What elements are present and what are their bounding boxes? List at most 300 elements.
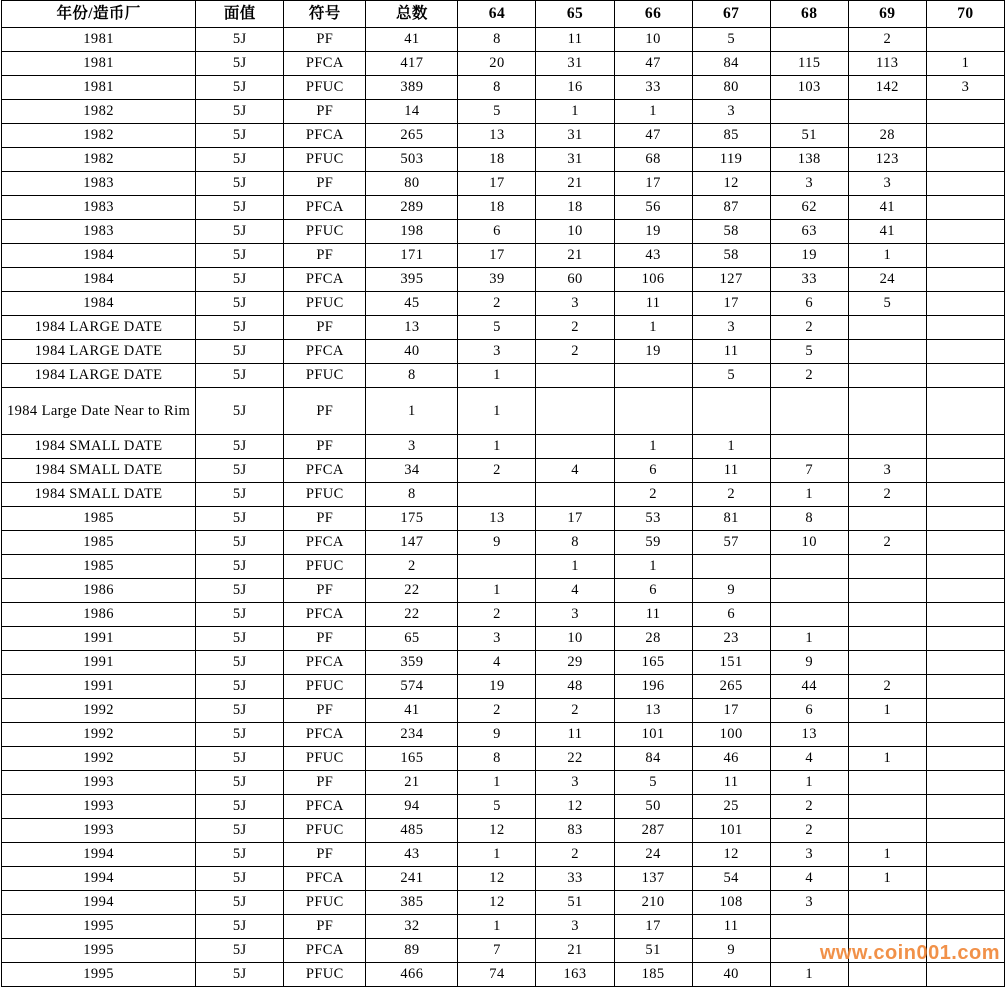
cell-grade-67 bbox=[692, 555, 770, 579]
cell-grade-64 bbox=[458, 483, 536, 507]
cell-year-mint: 1994 bbox=[2, 867, 196, 891]
cell-grade-66: 33 bbox=[614, 76, 692, 100]
cell-grade-67: 100 bbox=[692, 723, 770, 747]
cell-denomination: 5J bbox=[196, 891, 284, 915]
cell-grade-67: 101 bbox=[692, 819, 770, 843]
cell-grade-68: 1 bbox=[770, 627, 848, 651]
cell-grade-68: 3 bbox=[770, 843, 848, 867]
cell-grade-69 bbox=[848, 795, 926, 819]
cell-grade-68: 1 bbox=[770, 963, 848, 987]
cell-grade-68 bbox=[770, 100, 848, 124]
cell-grade-64: 18 bbox=[458, 148, 536, 172]
cell-grade-68: 8 bbox=[770, 507, 848, 531]
cell-total: 2 bbox=[366, 555, 458, 579]
cell-denomination: 5J bbox=[196, 723, 284, 747]
cell-total: 45 bbox=[366, 292, 458, 316]
cell-grade-64: 2 bbox=[458, 603, 536, 627]
cell-total: 389 bbox=[366, 76, 458, 100]
cell-total: 503 bbox=[366, 148, 458, 172]
cell-grade-64 bbox=[458, 555, 536, 579]
cell-symbol: PFCA bbox=[284, 651, 366, 675]
cell-grade-64: 9 bbox=[458, 531, 536, 555]
cell-grade-68: 10 bbox=[770, 531, 848, 555]
cell-grade-65 bbox=[536, 388, 614, 435]
cell-grade-66: 6 bbox=[614, 579, 692, 603]
cell-grade-64: 5 bbox=[458, 795, 536, 819]
column-header-grade-64: 64 bbox=[458, 1, 536, 28]
cell-grade-69: 2 bbox=[848, 28, 926, 52]
table-row bbox=[2, 483, 1005, 507]
cell-grade-70 bbox=[926, 196, 1004, 220]
cell-denomination: 5J bbox=[196, 244, 284, 268]
cell-grade-70 bbox=[926, 100, 1004, 124]
cell-year-mint: 1995 bbox=[2, 939, 196, 963]
cell-grade-66: 1 bbox=[614, 435, 692, 459]
cell-grade-69: 1 bbox=[848, 244, 926, 268]
cell-total: 8 bbox=[366, 483, 458, 507]
cell-total: 417 bbox=[366, 52, 458, 76]
table-row bbox=[2, 723, 1005, 747]
table-row bbox=[2, 507, 1005, 531]
table-row bbox=[2, 220, 1005, 244]
cell-denomination: 5J bbox=[196, 316, 284, 340]
cell-grade-67: 40 bbox=[692, 963, 770, 987]
cell-grade-65: 60 bbox=[536, 268, 614, 292]
cell-grade-66 bbox=[614, 388, 692, 435]
cell-grade-65: 21 bbox=[536, 939, 614, 963]
cell-grade-66: 165 bbox=[614, 651, 692, 675]
cell-grade-67: 11 bbox=[692, 459, 770, 483]
cell-grade-68: 13 bbox=[770, 723, 848, 747]
cell-grade-65: 51 bbox=[536, 891, 614, 915]
cell-grade-64: 19 bbox=[458, 675, 536, 699]
cell-total: 171 bbox=[366, 244, 458, 268]
column-header-year-mint: 年份/造币厂 bbox=[2, 1, 196, 28]
cell-grade-68 bbox=[770, 555, 848, 579]
cell-grade-70 bbox=[926, 915, 1004, 939]
cell-grade-67: 57 bbox=[692, 531, 770, 555]
cell-symbol: PFUC bbox=[284, 747, 366, 771]
cell-year-mint: 1992 bbox=[2, 723, 196, 747]
cell-year-mint: 1984 bbox=[2, 244, 196, 268]
cell-grade-65: 12 bbox=[536, 795, 614, 819]
cell-grade-64: 1 bbox=[458, 771, 536, 795]
cell-grade-67: 11 bbox=[692, 771, 770, 795]
cell-grade-65: 2 bbox=[536, 699, 614, 723]
cell-total: 289 bbox=[366, 196, 458, 220]
cell-denomination: 5J bbox=[196, 28, 284, 52]
cell-year-mint: 1985 bbox=[2, 507, 196, 531]
cell-total: 165 bbox=[366, 747, 458, 771]
cell-grade-65: 29 bbox=[536, 651, 614, 675]
cell-grade-70 bbox=[926, 28, 1004, 52]
cell-grade-69: 24 bbox=[848, 268, 926, 292]
table-row bbox=[2, 531, 1005, 555]
cell-total: 41 bbox=[366, 699, 458, 723]
cell-grade-68 bbox=[770, 579, 848, 603]
table-row bbox=[2, 388, 1005, 435]
table-row bbox=[2, 555, 1005, 579]
column-header-grade-66: 66 bbox=[614, 1, 692, 28]
cell-symbol: PFCA bbox=[284, 340, 366, 364]
cell-grade-68: 51 bbox=[770, 124, 848, 148]
cell-total: 94 bbox=[366, 795, 458, 819]
cell-total: 40 bbox=[366, 340, 458, 364]
table-row bbox=[2, 435, 1005, 459]
column-header-symbol: 符号 bbox=[284, 1, 366, 28]
cell-grade-67: 87 bbox=[692, 196, 770, 220]
cell-year-mint: 1991 bbox=[2, 627, 196, 651]
cell-grade-70 bbox=[926, 220, 1004, 244]
cell-grade-69: 41 bbox=[848, 220, 926, 244]
cell-grade-67: 25 bbox=[692, 795, 770, 819]
cell-grade-67: 58 bbox=[692, 220, 770, 244]
cell-denomination: 5J bbox=[196, 771, 284, 795]
cell-symbol: PFCA bbox=[284, 268, 366, 292]
cell-grade-65: 4 bbox=[536, 459, 614, 483]
cell-symbol: PFCA bbox=[284, 603, 366, 627]
cell-grade-66: 1 bbox=[614, 100, 692, 124]
cell-grade-64: 9 bbox=[458, 723, 536, 747]
cell-grade-69: 2 bbox=[848, 483, 926, 507]
cell-grade-66: 17 bbox=[614, 172, 692, 196]
cell-grade-68: 2 bbox=[770, 364, 848, 388]
column-header-denomination: 面值 bbox=[196, 1, 284, 28]
cell-grade-70: 1 bbox=[926, 52, 1004, 76]
cell-year-mint: 1994 bbox=[2, 891, 196, 915]
cell-denomination: 5J bbox=[196, 148, 284, 172]
cell-year-mint: 1981 bbox=[2, 52, 196, 76]
cell-grade-66: 19 bbox=[614, 220, 692, 244]
cell-grade-65: 4 bbox=[536, 579, 614, 603]
cell-grade-69 bbox=[848, 651, 926, 675]
table-row bbox=[2, 867, 1005, 891]
cell-grade-65: 1 bbox=[536, 555, 614, 579]
cell-grade-65: 18 bbox=[536, 196, 614, 220]
cell-year-mint: 1982 bbox=[2, 148, 196, 172]
cell-grade-69 bbox=[848, 340, 926, 364]
cell-grade-67: 84 bbox=[692, 52, 770, 76]
cell-grade-64: 39 bbox=[458, 268, 536, 292]
cell-grade-64: 13 bbox=[458, 507, 536, 531]
cell-grade-69: 142 bbox=[848, 76, 926, 100]
cell-grade-64: 5 bbox=[458, 316, 536, 340]
cell-denomination: 5J bbox=[196, 292, 284, 316]
cell-grade-69 bbox=[848, 819, 926, 843]
cell-grade-67: 11 bbox=[692, 340, 770, 364]
cell-grade-70 bbox=[926, 388, 1004, 435]
cell-grade-70 bbox=[926, 963, 1004, 987]
table-header bbox=[2, 1, 1005, 28]
cell-grade-64: 1 bbox=[458, 435, 536, 459]
table-row bbox=[2, 459, 1005, 483]
cell-grade-68 bbox=[770, 388, 848, 435]
table-row bbox=[2, 747, 1005, 771]
cell-grade-70 bbox=[926, 244, 1004, 268]
cell-symbol: PFUC bbox=[284, 819, 366, 843]
cell-grade-69: 113 bbox=[848, 52, 926, 76]
cell-denomination: 5J bbox=[196, 268, 284, 292]
cell-year-mint: 1981 bbox=[2, 76, 196, 100]
cell-grade-69 bbox=[848, 507, 926, 531]
cell-total: 22 bbox=[366, 603, 458, 627]
column-header-grade-65: 65 bbox=[536, 1, 614, 28]
cell-grade-68: 4 bbox=[770, 867, 848, 891]
cell-symbol: PF bbox=[284, 244, 366, 268]
cell-grade-66: 68 bbox=[614, 148, 692, 172]
cell-symbol: PFUC bbox=[284, 891, 366, 915]
column-header-grade-70: 70 bbox=[926, 1, 1004, 28]
cell-grade-65: 1 bbox=[536, 100, 614, 124]
cell-grade-64: 13 bbox=[458, 124, 536, 148]
cell-year-mint: 1983 bbox=[2, 172, 196, 196]
cell-grade-64: 18 bbox=[458, 196, 536, 220]
cell-symbol: PFCA bbox=[284, 124, 366, 148]
cell-grade-65: 2 bbox=[536, 340, 614, 364]
cell-grade-64: 7 bbox=[458, 939, 536, 963]
cell-denomination: 5J bbox=[196, 675, 284, 699]
cell-symbol: PF bbox=[284, 699, 366, 723]
cell-grade-70 bbox=[926, 819, 1004, 843]
table-row bbox=[2, 292, 1005, 316]
cell-denomination: 5J bbox=[196, 435, 284, 459]
cell-denomination: 5J bbox=[196, 915, 284, 939]
cell-grade-66: 185 bbox=[614, 963, 692, 987]
cell-grade-69 bbox=[848, 555, 926, 579]
cell-grade-66: 17 bbox=[614, 915, 692, 939]
cell-grade-65: 33 bbox=[536, 867, 614, 891]
cell-total: 65 bbox=[366, 627, 458, 651]
cell-grade-66: 47 bbox=[614, 124, 692, 148]
cell-symbol: PF bbox=[284, 627, 366, 651]
cell-total: 485 bbox=[366, 819, 458, 843]
cell-denomination: 5J bbox=[196, 939, 284, 963]
cell-year-mint: 1992 bbox=[2, 699, 196, 723]
cell-grade-66: 106 bbox=[614, 268, 692, 292]
cell-year-mint: 1986 bbox=[2, 603, 196, 627]
cell-grade-66: 196 bbox=[614, 675, 692, 699]
cell-symbol: PF bbox=[284, 435, 366, 459]
cell-year-mint: 1992 bbox=[2, 747, 196, 771]
cell-symbol: PFCA bbox=[284, 795, 366, 819]
cell-grade-70 bbox=[926, 771, 1004, 795]
cell-grade-70 bbox=[926, 459, 1004, 483]
cell-grade-66: 47 bbox=[614, 52, 692, 76]
cell-grade-64: 1 bbox=[458, 579, 536, 603]
cell-denomination: 5J bbox=[196, 747, 284, 771]
cell-grade-65: 10 bbox=[536, 627, 614, 651]
cell-grade-64: 12 bbox=[458, 819, 536, 843]
cell-symbol: PF bbox=[284, 843, 366, 867]
cell-total: 13 bbox=[366, 316, 458, 340]
cell-denomination: 5J bbox=[196, 483, 284, 507]
cell-grade-67: 5 bbox=[692, 28, 770, 52]
cell-symbol: PFCA bbox=[284, 723, 366, 747]
cell-total: 21 bbox=[366, 771, 458, 795]
cell-grade-68: 2 bbox=[770, 819, 848, 843]
cell-symbol: PFUC bbox=[284, 148, 366, 172]
table-row bbox=[2, 627, 1005, 651]
cell-symbol: PFCA bbox=[284, 52, 366, 76]
cell-grade-69: 1 bbox=[848, 843, 926, 867]
cell-grade-65: 3 bbox=[536, 603, 614, 627]
cell-symbol: PFCA bbox=[284, 196, 366, 220]
cell-grade-65: 22 bbox=[536, 747, 614, 771]
cell-total: 8 bbox=[366, 364, 458, 388]
cell-grade-64: 17 bbox=[458, 172, 536, 196]
cell-symbol: PF bbox=[284, 579, 366, 603]
cell-total: 147 bbox=[366, 531, 458, 555]
cell-total: 34 bbox=[366, 459, 458, 483]
table-row bbox=[2, 843, 1005, 867]
cell-grade-68 bbox=[770, 915, 848, 939]
cell-grade-67: 85 bbox=[692, 124, 770, 148]
cell-grade-68: 2 bbox=[770, 316, 848, 340]
cell-grade-67: 1 bbox=[692, 435, 770, 459]
cell-grade-64: 1 bbox=[458, 388, 536, 435]
cell-grade-69 bbox=[848, 579, 926, 603]
cell-symbol: PF bbox=[284, 100, 366, 124]
cell-grade-68: 5 bbox=[770, 340, 848, 364]
cell-grade-69: 2 bbox=[848, 531, 926, 555]
cell-grade-70 bbox=[926, 172, 1004, 196]
cell-denomination: 5J bbox=[196, 531, 284, 555]
cell-denomination: 5J bbox=[196, 603, 284, 627]
cell-grade-68 bbox=[770, 28, 848, 52]
cell-grade-66: 1 bbox=[614, 316, 692, 340]
cell-grade-68: 138 bbox=[770, 148, 848, 172]
cell-grade-69: 3 bbox=[848, 172, 926, 196]
cell-grade-65: 3 bbox=[536, 915, 614, 939]
table-row bbox=[2, 172, 1005, 196]
cell-grade-67: 23 bbox=[692, 627, 770, 651]
cell-grade-68: 44 bbox=[770, 675, 848, 699]
cell-grade-64: 3 bbox=[458, 340, 536, 364]
cell-grade-66: 59 bbox=[614, 531, 692, 555]
table-row bbox=[2, 963, 1005, 987]
table-row bbox=[2, 52, 1005, 76]
table-row bbox=[2, 364, 1005, 388]
cell-grade-66: 84 bbox=[614, 747, 692, 771]
table-row bbox=[2, 244, 1005, 268]
cell-grade-70 bbox=[926, 124, 1004, 148]
cell-grade-68: 6 bbox=[770, 292, 848, 316]
cell-grade-66: 101 bbox=[614, 723, 692, 747]
cell-symbol: PF bbox=[284, 28, 366, 52]
cell-symbol: PFUC bbox=[284, 292, 366, 316]
cell-grade-67: 9 bbox=[692, 939, 770, 963]
cell-grade-70 bbox=[926, 579, 1004, 603]
cell-grade-66: 210 bbox=[614, 891, 692, 915]
cell-grade-68: 3 bbox=[770, 172, 848, 196]
cell-total: 198 bbox=[366, 220, 458, 244]
cell-grade-67: 265 bbox=[692, 675, 770, 699]
cell-year-mint: 1984 LARGE DATE bbox=[2, 364, 196, 388]
cell-grade-65 bbox=[536, 483, 614, 507]
cell-grade-69 bbox=[848, 388, 926, 435]
cell-grade-65: 2 bbox=[536, 843, 614, 867]
cell-denomination: 5J bbox=[196, 843, 284, 867]
cell-grade-67: 6 bbox=[692, 603, 770, 627]
cell-grade-67: 81 bbox=[692, 507, 770, 531]
cell-grade-67: 80 bbox=[692, 76, 770, 100]
cell-grade-64: 2 bbox=[458, 699, 536, 723]
cell-grade-64: 17 bbox=[458, 244, 536, 268]
cell-total: 22 bbox=[366, 579, 458, 603]
cell-year-mint: 1995 bbox=[2, 963, 196, 987]
cell-denomination: 5J bbox=[196, 100, 284, 124]
cell-grade-70 bbox=[926, 867, 1004, 891]
cell-grade-65: 48 bbox=[536, 675, 614, 699]
table-row bbox=[2, 196, 1005, 220]
table-row bbox=[2, 76, 1005, 100]
table-row bbox=[2, 915, 1005, 939]
cell-grade-70 bbox=[926, 699, 1004, 723]
cell-total: 466 bbox=[366, 963, 458, 987]
cell-grade-68: 9 bbox=[770, 651, 848, 675]
cell-grade-67: 3 bbox=[692, 316, 770, 340]
cell-symbol: PFCA bbox=[284, 939, 366, 963]
cell-year-mint: 1981 bbox=[2, 28, 196, 52]
cell-grade-66: 287 bbox=[614, 819, 692, 843]
cell-symbol: PFUC bbox=[284, 220, 366, 244]
column-header-grade-67: 67 bbox=[692, 1, 770, 28]
cell-grade-64: 5 bbox=[458, 100, 536, 124]
cell-denomination: 5J bbox=[196, 867, 284, 891]
cell-grade-68: 1 bbox=[770, 771, 848, 795]
cell-grade-65: 21 bbox=[536, 172, 614, 196]
cell-grade-66: 50 bbox=[614, 795, 692, 819]
cell-grade-69 bbox=[848, 891, 926, 915]
cell-year-mint: 1993 bbox=[2, 771, 196, 795]
cell-denomination: 5J bbox=[196, 364, 284, 388]
cell-year-mint: 1993 bbox=[2, 819, 196, 843]
cell-grade-68: 4 bbox=[770, 747, 848, 771]
cell-grade-68: 1 bbox=[770, 483, 848, 507]
cell-grade-68 bbox=[770, 603, 848, 627]
cell-grade-66: 6 bbox=[614, 459, 692, 483]
cell-grade-65 bbox=[536, 435, 614, 459]
cell-denomination: 5J bbox=[196, 172, 284, 196]
cell-grade-67: 151 bbox=[692, 651, 770, 675]
cell-grade-70 bbox=[926, 843, 1004, 867]
cell-grade-70 bbox=[926, 555, 1004, 579]
cell-grade-69 bbox=[848, 603, 926, 627]
cell-total: 43 bbox=[366, 843, 458, 867]
cell-grade-66: 28 bbox=[614, 627, 692, 651]
cell-grade-68 bbox=[770, 435, 848, 459]
cell-year-mint: 1984 SMALL DATE bbox=[2, 435, 196, 459]
cell-total: 241 bbox=[366, 867, 458, 891]
cell-grade-66: 43 bbox=[614, 244, 692, 268]
cell-denomination: 5J bbox=[196, 52, 284, 76]
cell-grade-65: 17 bbox=[536, 507, 614, 531]
cell-grade-65: 10 bbox=[536, 220, 614, 244]
table-row bbox=[2, 340, 1005, 364]
cell-grade-70 bbox=[926, 148, 1004, 172]
cell-grade-70 bbox=[926, 891, 1004, 915]
cell-grade-66: 1 bbox=[614, 555, 692, 579]
cell-grade-65: 31 bbox=[536, 148, 614, 172]
cell-grade-66: 5 bbox=[614, 771, 692, 795]
cell-grade-68: 2 bbox=[770, 795, 848, 819]
cell-total: 385 bbox=[366, 891, 458, 915]
cell-denomination: 5J bbox=[196, 795, 284, 819]
cell-grade-65: 163 bbox=[536, 963, 614, 987]
cell-year-mint: 1982 bbox=[2, 124, 196, 148]
cell-grade-69 bbox=[848, 915, 926, 939]
cell-denomination: 5J bbox=[196, 579, 284, 603]
